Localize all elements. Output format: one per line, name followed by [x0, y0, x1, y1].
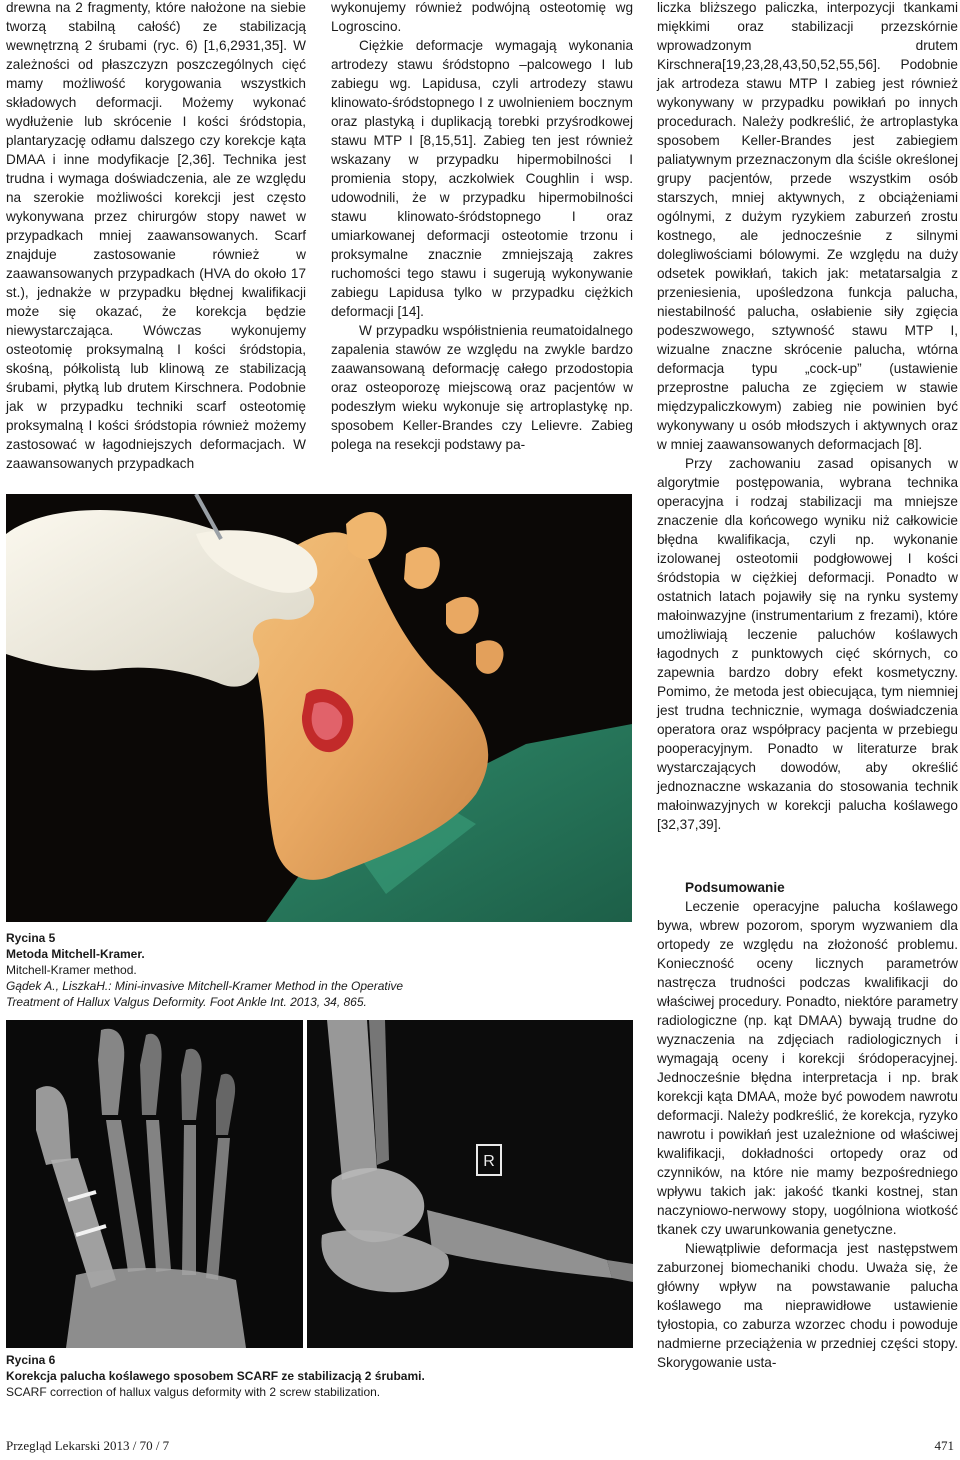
xray-lateral-illustration [307, 1020, 633, 1348]
figure-5-caption [6, 930, 626, 1010]
paragraph: Leczenie operacyjne palucha koślawego bywa, wbrew pozorom, sporym wyzwaniem dla ortopedy ze względu na złożoność problemu. Konieczność oceny licznych parametrów nastręcza trudności podczas kwalifikacji do właściwej procedury. Ponadto, niektóre parametry radiologiczne (np. kąt DMAA) bywają trudne do wyznaczenia na zdjęciach radiologicznych i wymagają oceny i korekcji śródoperacyjnej. Jednocześnie błędna interpretacja i np. brak korekcji kąta DMAA, może być powodem nawrotu deformacji. Należy podkreślić, że korekcja, ryzyko nawrotu i powikłań jest uzależnione od właściwej kwalifikacji, dokładności ortopedy oraz od czynników, na które nie mamy bezpośredniego wpływu takich jak: jakość tkanki kostnej, stan naczyniowo-nerwowy stopy, uogólniona wiotkość tkanek czy uwarunkowania genetyczne. [657, 899, 958, 1237]
paragraph: Przy zachowaniu zasad opisanych w algorytmie postępowania, wybrana technika operacyjna i rodzaj stabilizacji ma mniejsze znaczenie dla końcowego wyniku niż całkowicie błędna kwalifikacja, czyli np. wykonanie izolowanej osteotomii podgłowowej I kości śródstopia w ciężkiej deformacji. Ponadto w ostatnich latach pojawiły się na rynku systemy małoinwazyjne (instrumentarium z frezami), które umożliwiają leczenie paluchów koślawych łagodnych z punktowych cięć skórnych, co zapewnia bardzo dobry efekt kosmetyczny. Pomimo, że metoda jest obiecująca, tym niemniej jest trudna technicznie, wymaga doświadczenia operatora oraz współpracy pacjenta w przebiegu pooperacyjnym. Ponadto w literaturze brak wystarczających dowodów, aby określić jednoznaczne wskazania do stosowania technik małoinwazyjnych w korekcji palucha koślawego [32,37,39]. [657, 456, 958, 832]
figure-subtitle: SCARF correction of hallux valgus deformity with 2 screw stabilization. [6, 1385, 381, 1399]
figure-subtitle: Mitchell-Kramer method. [6, 963, 137, 977]
figure-citation: Treatment of Hallux Valgus Deformity. Foot Ankle Int. 2013, 34, 865. [6, 995, 367, 1009]
figure-title: Metoda Mitchell-Kramer. [6, 947, 145, 961]
summary-section [657, 878, 958, 1372]
figure-6-caption [6, 1352, 626, 1400]
paragraph: Niewątpliwie deformacja jest następstwem zaburzonej biomechaniki chodu. Uważa się, że główny wpływ na powstawanie palucha koślawego ma nieprawidłowe ustawienie tyłostopia, co zaburza wzorzec chodu i powoduje nadmierne przeciążenia w przedniej części stopy. Skorygowanie usta- [657, 1241, 958, 1370]
xray-dorsoplantar-illustration [6, 1020, 303, 1348]
text-column-2 [331, 0, 633, 454]
figure-citation: Gądek A., LiszkaH.: Mini-invasive Mitchell-Kramer Method in the Operative [6, 979, 404, 993]
figure-label: Rycina 6 [6, 1353, 56, 1367]
paragraph: wykonujemy również podwójną osteotomię wg Logroscino. [331, 0, 633, 34]
page-number: 471 [934, 1438, 954, 1453]
paragraph: liczka bliższego paliczka, interpozycji tkankami miękkimi oraz stabilizacji przezskórnie wprowadzonym drutem Kirschnera[19,23,28,43,50,52,55,56]. Podobnie jak artrodeza stawu MTP I zabieg jest również wykonywany w przypadku powikłań po innych procedurach. Należy podkreślić, że artroplastyka sposobem Keller-Brandes jest zabiegiem paliatywnym przeznaczonym dla ściśle określonej grupy pacjentów, przede wszystkim osób starszych, mniej aktywnych, z obciążeniami ogólnymi, z dużym ryzykiem zaburzeń zrostu kostnego, ale jednocześnie z silnymi dolegliwościami bólowymi. Ze względu na duży odsetek powikłań, takich jak: metatarsalgia z przeniesienia, upośledzona funkcja palucha, niestabilność palucha, osłabienie siły zgięcia podeszwowego, sztywność stawu MTP I, wizualne znaczne skrócenie palucha, wtórna deformacja typu „cock-up” (ustawienie przeprostne palucha ze zgięciem w stawie międzypaliczkowym) zabieg nie powinien być wykonywany u osób młodszych i aktywnych oraz w mniej zaawansowanych deformacjach [8]. [657, 0, 958, 452]
paragraph: W przypadku współistnienia reumatoidalnego zapalenia stawów ze względu na zwykle bardzo zaawansowaną deformację całego przodostopia oraz osteoporozę miejscową oraz pacjentów w podeszłym wieku wykonuje się artroplastykę np. sposobem Keller-Brandes czy Lelievre. Zabieg polega na resekcji podstawy pa- [331, 323, 633, 452]
surgery-photo-illustration [6, 494, 632, 922]
figure-label: Rycina 5 [6, 931, 56, 945]
figure-title: Korekcja palucha koślawego sposobem SCARF ze stabilizacją 2 śrubami. [6, 1369, 425, 1383]
tarsal-bones [66, 1268, 246, 1348]
metatarsal [182, 1125, 196, 1275]
text-column-3 [657, 0, 958, 834]
text-column-1 [6, 0, 306, 473]
surgery-photo [6, 494, 632, 922]
paragraph: drewna na 2 fragmenty, które nałożone na siebie tworzą stabilną całość) ze stabilizacją wewnętrzną 2 śrubami (ryc. 6) [1,6,2931,35]. W zależności od płaszczyzn poszczególnych cięć mamy możliwość korygowania wszystkich składowych deformacji. Możemy wykonać wydłużenie lub skrócenie I kości śródstopia, plantaryzację odłamu dalszego czy korekcje kąta DMAA i inne modyfikacje [2,36]. Technika jest trudna i wymaga doświadczenia, ale ze względu na szerokie możliwości korekcji jest często wykonywana przez chirurgów stopy nawet w przypadkach mniej zaawansowanych. Scarf znajduje zastosowanie również w zaawansowanych przypadkach (HVA do około 17 st.), jednakże w przypadku błędnej kwalifikacji może się okazać, że korekcja będzie niewystarczająca. Wówczas wykonujemy osteotomię proksymalną I kości śródstopia, skośną, półkolistą lub klinową ze stabilizacją śrubami, płytką lub drutem Kirschnera. Podobnie jak w przypadku techniki scarf osteotomię proksymalną I kości śródstopia również możemy zastosować w łagodniejszych deformacjach. W zaawansowanych przypadkach [6, 0, 306, 471]
section-heading: Podsumowanie [685, 880, 785, 895]
xray-lateral [307, 1020, 633, 1348]
journal-footer: Przegląd Lekarski 2013 / 70 / 7 [6, 1438, 170, 1453]
paragraph: Ciężkie deformacje wymagają wykonania artrodezy stawu śródstopno –palcowego I lub zabiegu wg. Lapidusa, czyli artrodezy stawu klinowato-śródstopnego I z uwolnieniem bocznym oraz plastyką i duplikacją torebki przyśrodkowej stawu MTP I [8,15,51]. Zabieg ten jest również wskazany w przypadku hipermobilności I promienia stopy, aczkolwiek Coughlin i wsp. udowodnili, że w przypadku hipermobilności stawu klinowato-śródstopnego I oraz umiarkowanej deformacji osteotomie trzonu i proksymalne znacznie zmniejszają zakres ruchomości tego stawu i sugerują wykonywanie zabiegu Lapidusa tylko w przypadku ciężkich deformacji [14]. [331, 38, 633, 319]
xray-dorsoplantar [6, 1020, 303, 1348]
side-marker-label: R [483, 1153, 495, 1170]
